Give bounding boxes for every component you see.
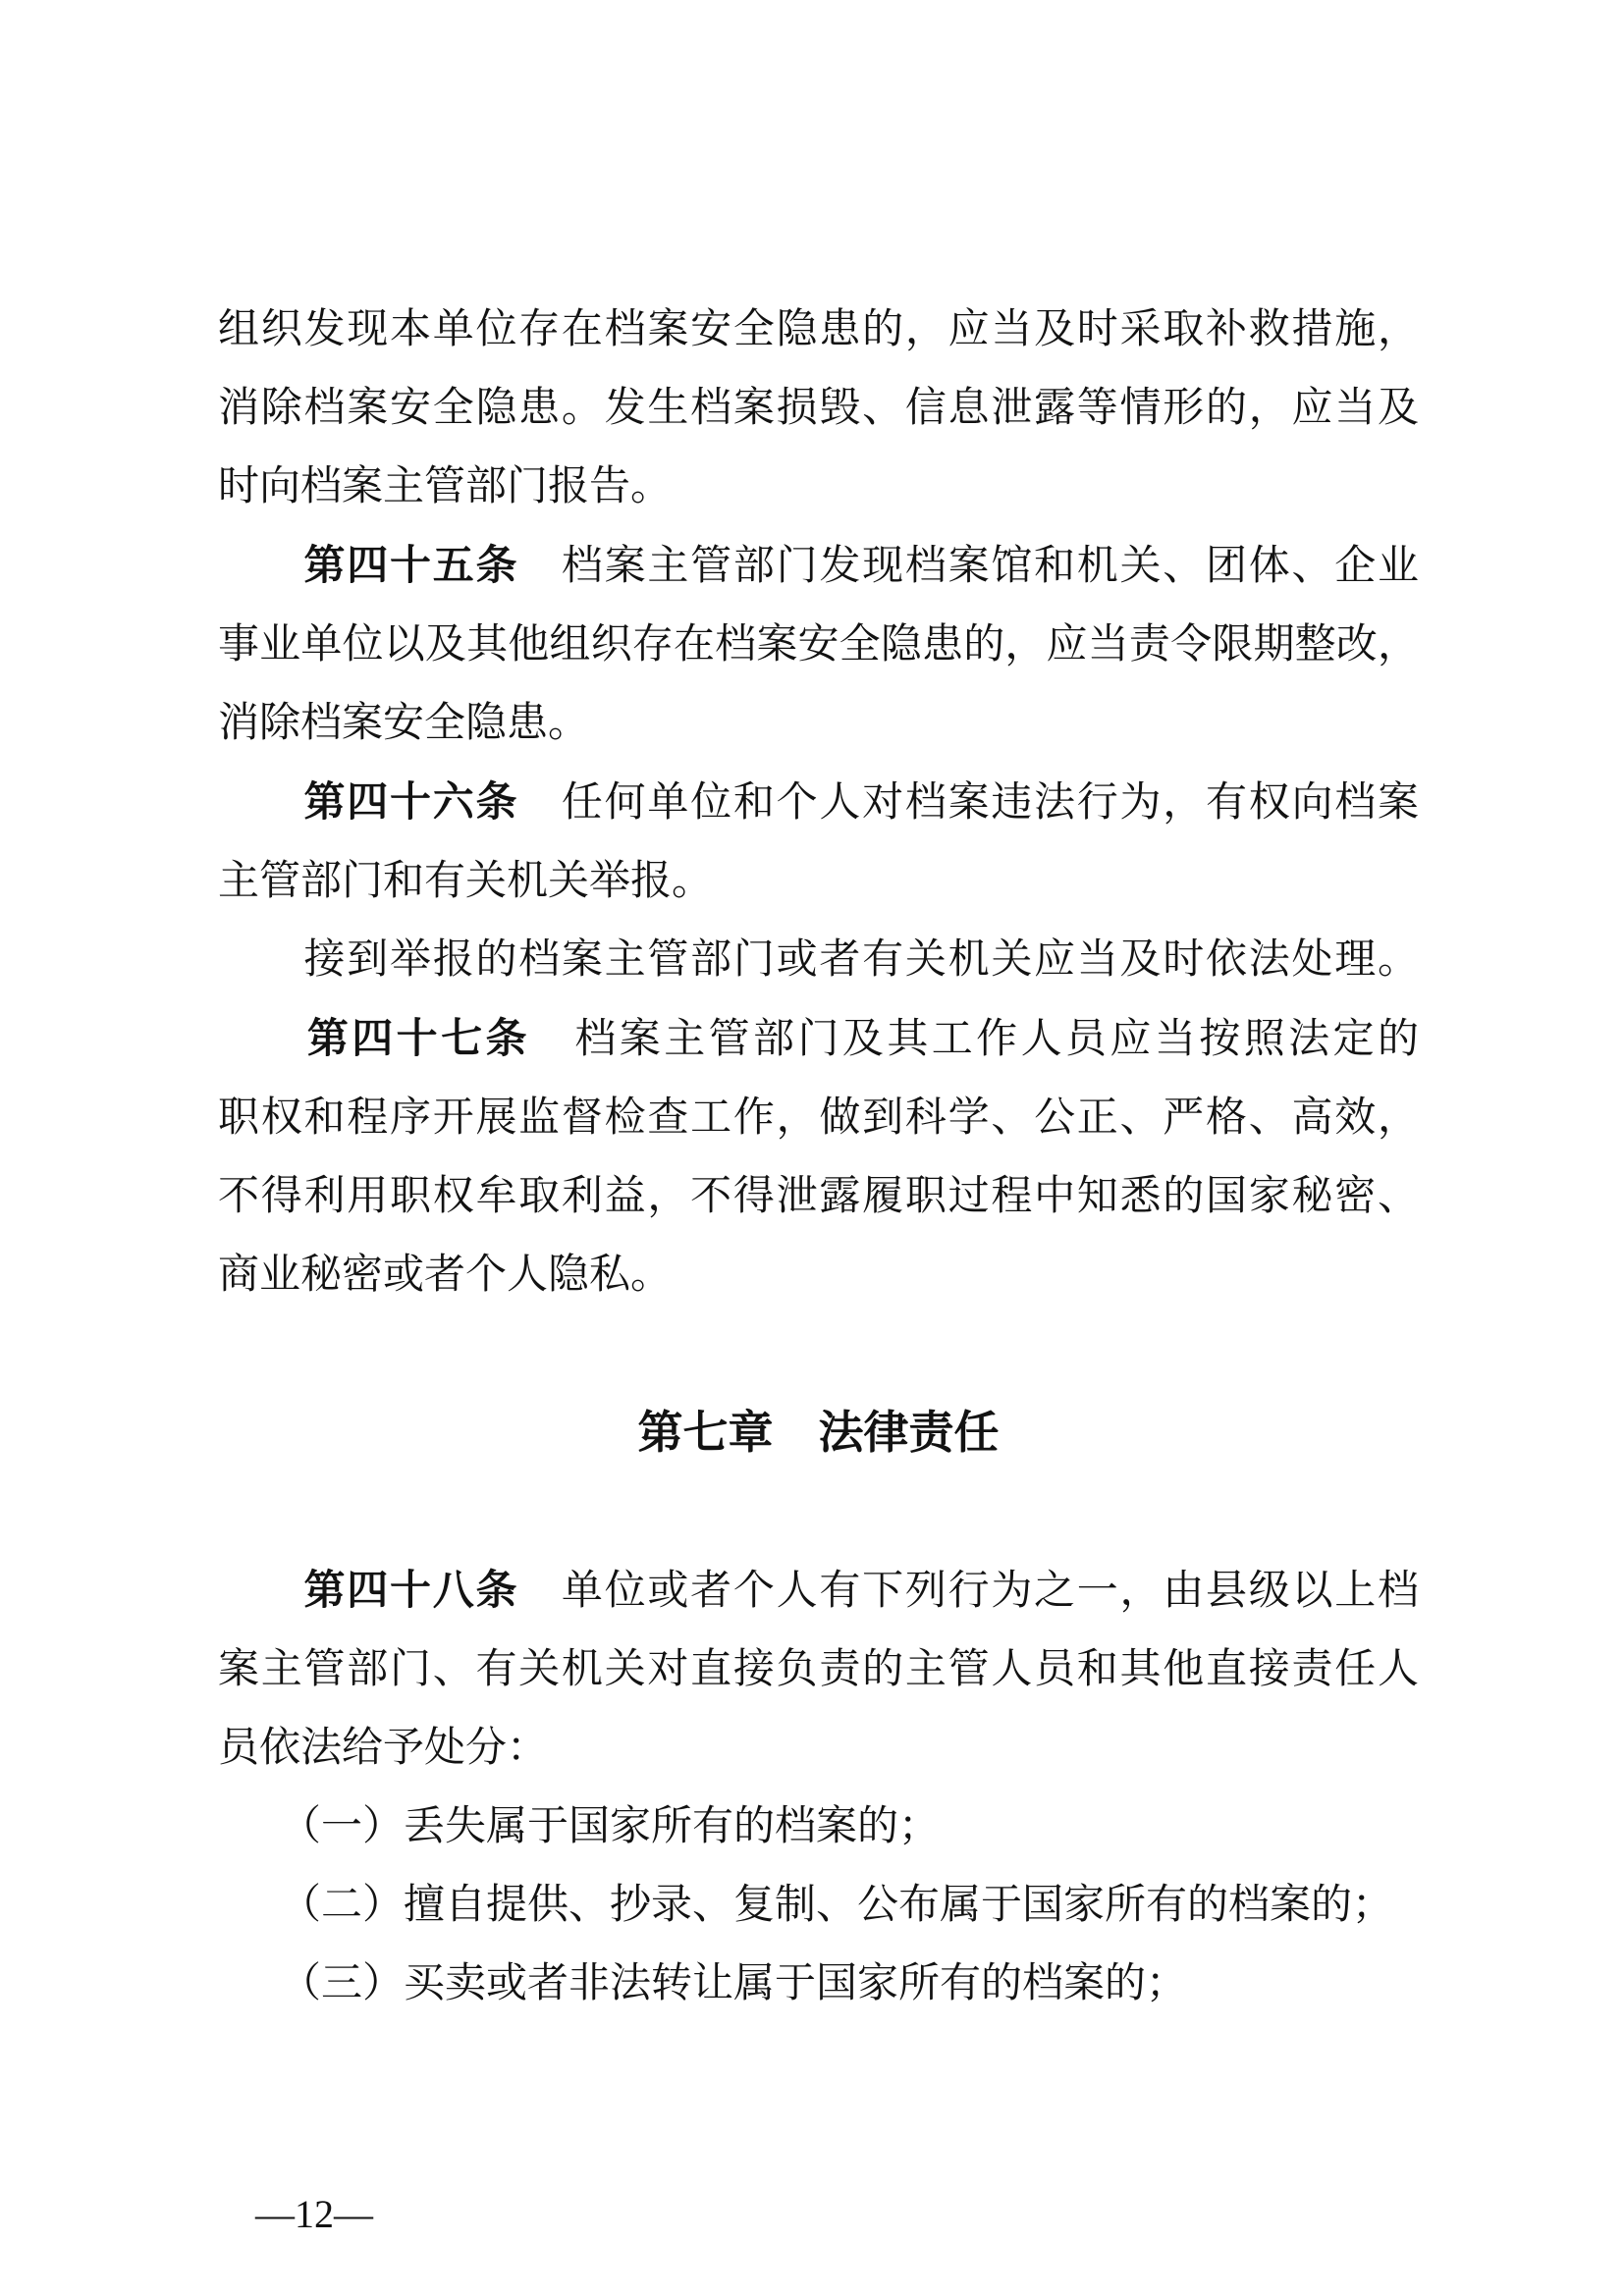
text-line — [218, 1866, 1419, 1945]
text-line — [218, 921, 1419, 999]
text-segment: （二）擅自提供、抄录、复制、公布属于国家所有的档案的； — [218, 1883, 1394, 1928]
text-segment — [218, 1569, 303, 1614]
text-segment: 档案主管部门及其工作人员应当按照法定的 — [529, 1017, 1419, 1062]
article-48-item-3 — [218, 1945, 1419, 2023]
article-46 — [218, 763, 1419, 921]
text-line — [218, 1788, 1419, 1866]
article-46-para-2 — [218, 921, 1419, 999]
text-segment: 消除档案安全隐患。发生档案损毁、信息泄露等情形的，应当及 — [218, 386, 1419, 431]
text-segment — [218, 544, 303, 589]
text-segment — [218, 780, 303, 826]
bold-text-segment: 第四十五条 — [303, 542, 519, 588]
chapter-7-heading — [218, 1393, 1419, 1472]
text-line — [218, 291, 1419, 369]
text-segment: （三）买卖或者非法转让属于国家所有的档案的； — [218, 1961, 1188, 2006]
bold-text-segment: 第七章 法律责任 — [637, 1407, 1000, 1458]
text-line — [218, 1236, 1419, 1314]
text-segment: 员依法给予处分： — [218, 1726, 549, 1771]
text-line — [218, 763, 1419, 842]
text-segment: 案主管部门、有关机关对直接负责的主管人员和其他直接责任人 — [218, 1647, 1419, 1692]
text-segment: 档案主管部门发现档案馆和机关、团体、企业 — [518, 544, 1419, 589]
document-body — [218, 291, 1419, 2023]
text-segment: 职权和程序开展监督检查工作，做到科学、公正、严格、高效， — [218, 1095, 1419, 1141]
article-48-item-1 — [218, 1788, 1419, 1866]
text-segment: 组织发现本单位存在档案安全隐患的，应当及时采取补救措施， — [218, 307, 1419, 352]
text-line — [218, 369, 1419, 448]
text-line — [218, 842, 1419, 921]
text-segment: 事业单位以及其他组织存在档案安全隐患的，应当责令限期整改， — [218, 622, 1419, 667]
text-line — [218, 1393, 1419, 1472]
text-segment: 消除档案安全隐患。 — [218, 701, 590, 746]
bold-text-segment: 第四十六条 — [303, 778, 519, 825]
text-segment: 时向档案主管部门报告。 — [218, 464, 673, 509]
text-segment: （一）丢失属于国家所有的档案的； — [218, 1804, 941, 1849]
text-segment: 主管部门和有关机关举报。 — [218, 859, 714, 904]
article-44-continuation — [218, 291, 1419, 526]
text-line — [218, 1079, 1419, 1157]
article-45 — [218, 526, 1419, 763]
text-line — [218, 448, 1419, 526]
article-48 — [218, 1551, 1419, 1788]
text-segment: 任何单位和个人对档案违法行为，有权向档案 — [518, 780, 1419, 826]
text-line — [218, 999, 1419, 1079]
text-line — [218, 606, 1419, 684]
text-line — [218, 1945, 1419, 2023]
text-line — [218, 526, 1419, 606]
text-line — [218, 1709, 1419, 1788]
bold-text-segment: 第四十八条 — [303, 1567, 519, 1613]
text-segment: 单位或者个人有下列行为之一，由县级以上档 — [518, 1569, 1419, 1614]
text-line — [218, 1630, 1419, 1709]
text-segment: 接到举报的档案主管部门或者有关机关应当及时依法处理。 — [218, 937, 1419, 983]
article-47 — [218, 999, 1419, 1314]
text-line — [218, 1157, 1419, 1236]
bold-text-segment: 第四十七条 — [306, 1015, 530, 1061]
article-48-item-2 — [218, 1866, 1419, 1945]
text-segment: 不得利用职权牟取利益，不得泄露履职过程中知悉的国家秘密、 — [218, 1174, 1419, 1219]
page-number: —12— — [255, 2192, 373, 2236]
text-line — [218, 1551, 1419, 1630]
text-segment — [218, 1017, 307, 1062]
text-segment: 商业秘密或者个人隐私。 — [218, 1253, 673, 1298]
text-line — [218, 684, 1419, 763]
